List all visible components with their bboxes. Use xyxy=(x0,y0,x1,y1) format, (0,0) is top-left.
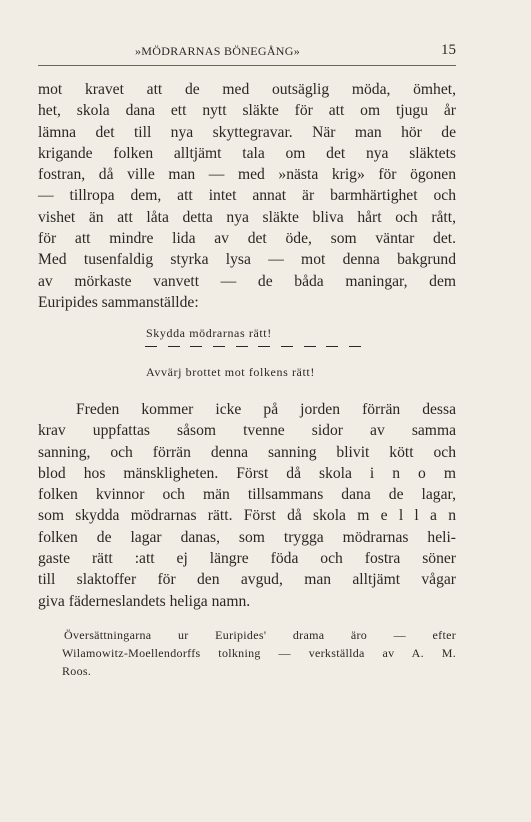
text-line: fostran, då ville man — med »nästa krig» för ögonen xyxy=(38,166,456,184)
text-line: krigande folken alltjämt tala om det nya släktets xyxy=(38,144,456,162)
text-line: lämna det till nya skyttegravar. När man hör de xyxy=(38,123,456,141)
header-rule xyxy=(38,65,456,66)
footnote xyxy=(64,626,456,680)
text-line: av mörkaste vanvett — de båda maningar, dem xyxy=(38,272,456,290)
text-line: — tillropa dem, att intet annat är barmhärtighet och xyxy=(38,187,456,205)
text-line: giva fäderneslandets heliga namn. xyxy=(38,592,251,610)
text-line: blod hos mänskligheten. Först då skola i n o m xyxy=(38,464,456,482)
text-line: Freden kommer icke på jorden förrän dessa xyxy=(76,401,456,418)
text-line: folken de lagar danas, som trygga mödrarnas heli- xyxy=(38,528,456,546)
text-line: sanning, och förrän denna sanning blivit kött och xyxy=(38,443,456,461)
text-line: krav uppfattas såsom tvenne sidor av samma xyxy=(38,422,456,440)
text-line: för att mindre lida av det öde, som väntar det. xyxy=(38,230,456,248)
text-line: folken kvinnor och män tillsammans dana de lagar, xyxy=(38,486,456,504)
verse-dashes xyxy=(145,346,361,347)
text-line: Euripides sammanställde: xyxy=(38,293,199,311)
paragraph-2 xyxy=(38,399,456,612)
running-title: »MÖDRARNAS BÖNEGÅNG» xyxy=(135,44,301,58)
footnote-line: Roos. xyxy=(62,664,92,678)
verse-line-1: Skydda mödrarnas rätt! xyxy=(146,326,272,340)
text-line: Med tusenfaldig styrka lysa — mot denna bakgrund xyxy=(38,251,456,269)
footnote-line: Wilamowitz-Moellendorffs tolkning — verkställda av A. M. xyxy=(62,646,456,660)
verse-line-2: Avvärj brottet mot folkens rätt! xyxy=(146,365,315,379)
text-line: mot kravet att de med outsäglig möda, ömhet, xyxy=(38,81,456,98)
footnote-line: Översättningarna ur Euripides' drama äro — efter xyxy=(64,628,456,642)
text-line: till slaktoffer för den avgud, man alltjämt vågar xyxy=(38,571,456,589)
text-line: vishet än att låta detta nya släkte bliva hårt och rått, xyxy=(38,208,456,226)
text-line: het, skola dana ett nytt släkte för att om tjugu år xyxy=(38,102,456,120)
text-line: gaste rätt :att ej längre föda och fostra söner xyxy=(38,550,456,568)
text-line: som skydda mödrarnas rätt. Först då skola m e l l a n xyxy=(38,507,456,525)
running-header xyxy=(38,44,456,64)
page-number: 15 xyxy=(441,42,456,58)
paragraph-1 xyxy=(38,79,456,313)
